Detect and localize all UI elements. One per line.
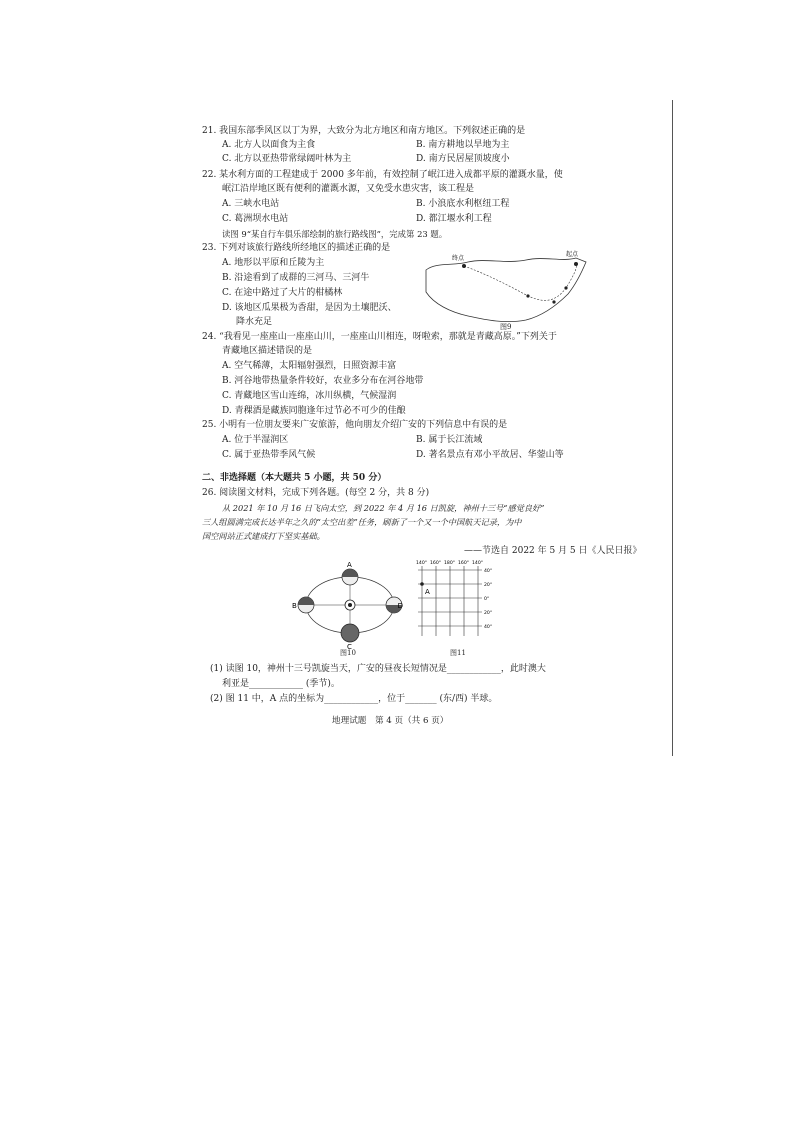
q23-stem: 23. 下列对该旅行路线所经地区的描述正确的是 — [202, 243, 391, 253]
label-c: C — [347, 643, 352, 651]
q21-option-a: A. 北方人以面食为主食 — [222, 140, 316, 150]
q22-option-a: A. 三峡水电站 — [222, 199, 280, 209]
q23-option-d-line1: D. 该地区瓜果极为香甜，是因为土壤肥沃、 — [222, 303, 397, 313]
page-footer: 地理试题 第 4 页（共 6 页） — [332, 716, 449, 726]
route-stop-marker — [564, 286, 567, 289]
latitude-label: 40° — [484, 569, 493, 574]
q26-passage-line1: 从 2021 年 10 月 16 日飞向太空，到 2022 年 4 月 16 日凯旋，神州十三号“感觉良好” — [222, 503, 545, 513]
q26-passage-line3: 国空间站正式建成打下坚实基础。 — [202, 531, 325, 541]
q21-option-c: C. 北方以亚热带常绿阔叶林为主 — [222, 154, 352, 164]
q24-stem-1: 24. “我看见一座座山一座座山川，一座座山川相连，呀啦索，那就是青藏高原。”下列关于 — [202, 332, 557, 342]
latitude-label: 20° — [484, 583, 493, 588]
figure-9-caption: 图9 — [500, 323, 512, 331]
start-point-marker — [574, 262, 578, 266]
q25-option-a: A. 位于半湿润区 — [222, 435, 289, 445]
q22-option-b: B. 小浪底水利枢纽工程 — [416, 199, 510, 209]
q25-option-d: D. 著名景点有邓小平故居、华蓥山等 — [416, 450, 564, 460]
q26-passage-line2: 三人组圆满完成长达半年之久的“太空出差”任务，刷新了一个又一个中国航天记录，为中 — [202, 517, 522, 527]
q26-stem: 26. 阅读图文材料，完成下列各题。(每空 2 分，共 8 分) — [202, 488, 430, 498]
q22-stem-2: 岷江沿岸地区既有便利的灌溉水源，又免受水患灾害，该工程是 — [222, 184, 475, 194]
point-a-marker — [420, 582, 424, 586]
figure-10-orbit-diagram — [290, 560, 403, 651]
q23-option-a: A. 地形以平原和丘陵为主 — [222, 258, 325, 268]
point-a-label: A — [425, 588, 430, 596]
latitude-label: 0° — [484, 597, 490, 602]
q22-option-d: D. 都江堰水利工程 — [416, 214, 492, 224]
q21-option-b: B. 南方耕地以旱地为主 — [416, 140, 510, 150]
region-outline — [426, 258, 586, 322]
longitude-label: 160° — [458, 561, 470, 566]
q23-option-d-line2: 降水充足 — [236, 317, 273, 327]
route-stop-marker — [526, 294, 529, 297]
section-2-heading: 二、非选择题（本大题共 5 小题，共 50 分） — [202, 473, 387, 483]
end-point-label: 终点 — [452, 255, 465, 262]
exam-page — [180, 118, 680, 758]
q24-option-a: A. 空气稀薄，太阳辐射强烈，日照资源丰富 — [222, 361, 397, 371]
label-d: D — [397, 602, 403, 610]
start-point-label: 起点 — [566, 251, 579, 258]
travel-route — [464, 264, 576, 300]
q22-stem-1: 22. 某水利方面的工程建成于 2000 多年前，有效控制了岷江进入成都平原的灌溉水量，使 — [202, 170, 563, 180]
q25-stem: 25. 小明有一位朋友要来广安旅游，他向朋友介绍广安的下列信息中有误的是 — [202, 420, 508, 430]
longitude-label: 160° — [430, 561, 442, 566]
q23-option-b: B. 沿途看到了成群的三河马、三河牛 — [222, 273, 370, 283]
q21-option-d: D. 南方民居屋顶坡度小 — [416, 154, 510, 164]
end-point-marker — [462, 264, 466, 268]
longitude-label: 180° — [444, 561, 456, 566]
q26-source: ——节选自 2022 年 5 月 5 日《人民日报》 — [464, 546, 642, 556]
q24-stem-2: 青藏地区描述错误的是 — [222, 346, 313, 356]
label-a: A — [347, 561, 352, 569]
longitude-label: 140° — [472, 561, 484, 566]
figure-11-lat-long-grid — [416, 560, 500, 642]
q23-option-c: C. 在途中路过了大片的柑橘林 — [222, 288, 343, 298]
figure-9-route-map — [416, 244, 596, 328]
longitude-label: 140° — [416, 561, 428, 566]
q24-option-c: C. 青藏地区雪山连绵，冰川纵横，气候湿润 — [222, 391, 397, 401]
q25-option-c: C. 属于亚热带季风气候 — [222, 450, 316, 460]
q26-subquestion-1-line2: 利亚是____________ (季节)。 — [222, 679, 340, 689]
figure-11-caption: 图11 — [450, 649, 466, 657]
q24-option-b: B. 河谷地带热量条件较好，农业多分布在河谷地带 — [222, 376, 424, 386]
figure-10-caption: 图10 — [340, 649, 356, 657]
q26-subquestion-1-line1: (1) 读图 10，神州十三号凯旋当天，广安的昼夜长短情况是____________，此时澳大 — [210, 664, 546, 674]
latitude-label: 40° — [484, 625, 493, 630]
read-figure-9: 读图 9“某自行车俱乐部绘制的旅行路线图”，完成第 23 题。 — [222, 229, 448, 239]
route-stop-marker — [552, 300, 555, 303]
label-b: B — [292, 602, 297, 610]
q25-option-b: B. 属于长江流域 — [416, 435, 483, 445]
earth-position-c — [341, 624, 359, 642]
q24-option-d: D. 青稞酒是藏族同胞逢年过节必不可少的佳酿 — [222, 406, 406, 416]
q22-option-c: C. 葛洲坝水电站 — [222, 214, 289, 224]
q26-subquestion-2: (2) 图 11 中，A 点的坐标为____________，位于_______ (东/西) 半球。 — [210, 694, 498, 704]
q21-stem: 21. 我国东部季风区以丁为界，大致分为北方地区和南方地区。下列叙述正确的是 — [202, 126, 526, 136]
latitude-label: 20° — [484, 611, 493, 616]
